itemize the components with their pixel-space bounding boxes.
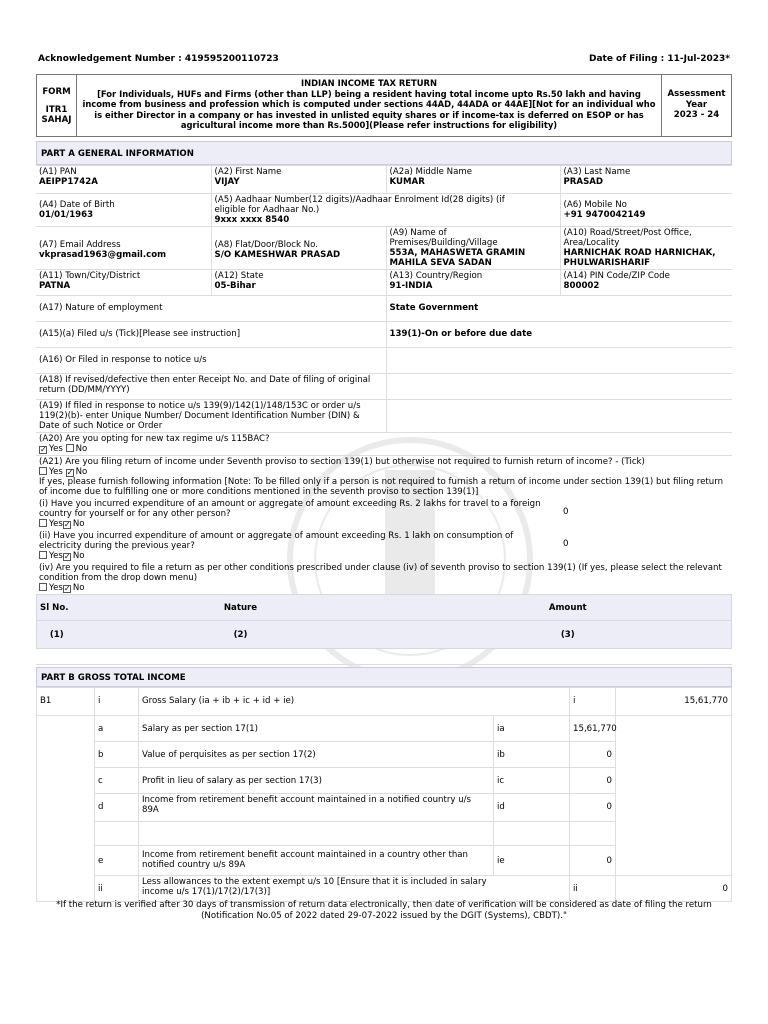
- premises-label: (A9) Name of Premises/Building/Village: [389, 228, 498, 248]
- row-c-idx: c: [95, 768, 139, 794]
- pan-label: (A1) PAN: [39, 167, 77, 177]
- form-title: INDIAN INCOME TAX RETURN: [300, 78, 438, 88]
- itr-form: [36, 74, 732, 902]
- employment-value: State Government: [386, 296, 732, 322]
- aadhaar-label: (A5) Aadhaar Number(12 digits)/Aadhaar Enrolment Id(28 digits) (if eligible for Aadhaar No.): [214, 195, 505, 215]
- q2-no-checkbox[interactable]: ✓: [63, 552, 71, 561]
- notified-89a-label: Income from retirement benefit account maintained in a notified country u/s 89A: [139, 794, 494, 822]
- revised-value: [386, 374, 732, 400]
- dob-value: 01/01/1963: [39, 210, 94, 220]
- other-89a-code: ie: [494, 846, 570, 876]
- country-label: (A13) Country/Region: [389, 271, 483, 281]
- q1-label: (i) Have you incurred expenditure of an amount or aggregate of amount exceeding Rs. 2 lakhs for travel to a foreign country for yourself or for any other person?: [39, 499, 541, 519]
- a20-yes-checkbox[interactable]: ✓: [40, 445, 47, 454]
- q2-yes-checkbox[interactable]: [39, 551, 47, 559]
- row-d-idx: d: [95, 794, 139, 822]
- premises-value: 553A, MAHASWETA GRAMIN MAHILA SEVA SADAN: [389, 248, 526, 268]
- gross-salary-label: Gross Salary (ia + ib + ic + id + ie): [139, 688, 570, 716]
- a21-yes-label: Yes: [49, 467, 63, 477]
- amount-header: Amount: [548, 603, 587, 613]
- last-name-label: (A3) Last Name: [563, 167, 631, 177]
- profit-lieu-value: 0: [570, 768, 616, 794]
- date-of-filing: Date of Filing : 11-Jul-2023*: [588, 54, 730, 64]
- a21-label: (A21) Are you filing return of income under Seventh proviso to section 139(1) but otherwise not required to furnish return of income? - (Tick): [39, 457, 645, 467]
- a20-block: [36, 433, 732, 456]
- notice-value: [386, 348, 732, 374]
- perquisites-value: 0: [570, 742, 616, 768]
- profit-lieu-label: Profit in lieu of salary as per section 17(3): [139, 768, 494, 794]
- q1-value: 0: [563, 507, 569, 517]
- part-a-title: PART A GENERAL INFORMATION: [36, 141, 732, 165]
- a21-block: [36, 456, 732, 498]
- allowances-label: Less allowances to the extent exempt u/s 10 [Ensure that it is included in salary income u/s 17(1)/17(2)/17(3)]: [139, 876, 570, 902]
- last-name-value: PRASAD: [563, 177, 604, 187]
- row-ii-idx: ii: [95, 876, 139, 902]
- a20-options: [39, 444, 729, 454]
- form-header: [36, 74, 732, 137]
- perquisites-code: ib: [494, 742, 570, 768]
- form-description: [For Individuals, HUFs and Firms (other than LLP) being a resident having total income upto Rs.50 lakh and having income from business and profession which is computed under sections 44AD, 44ADA or 44AE][Not for an individual who is either Director in a company or has invested in unlisted equity shares or if income-tax is deferred on ESOP or has agricultural income more than Rs.5000](Please refer instructions for eligibility): [82, 88, 656, 130]
- q4-yes-checkbox[interactable]: [39, 583, 47, 591]
- filed-us-value: 139(1)-On or before due date: [386, 322, 732, 348]
- gross-salary-code: i: [570, 688, 616, 716]
- road-value: HARNICHAK ROAD HARNICHAK, PHULWARISHARIF: [563, 248, 716, 268]
- road-label: (A10) Road/Street/Post Office, Area/Locality: [563, 228, 692, 248]
- assessment-year: 2023 - 24: [673, 110, 720, 120]
- salary-17-1-value: 15,61,770: [570, 716, 616, 742]
- row-a-idx: a: [95, 716, 139, 742]
- pin-value: 800002: [563, 281, 600, 291]
- col-1: (1): [49, 630, 64, 640]
- footer-note: *If the return is verified after 30 days of transmission of return data electronically, then date of verification will be considered as date of filing the return (Notification No.05 of 2022 dated 29-07-2022 issued by the DGIT (Systems), CBDT).": [56, 900, 712, 921]
- part-a-table: [36, 165, 732, 433]
- allowances-value: 0: [616, 876, 732, 902]
- notified-89a-code: id: [494, 794, 570, 822]
- salary-17-1-label: Salary as per section 17(1): [139, 716, 494, 742]
- other-89a-label: Income from retirement benefit account maintained in a country other than notified country u/s 89A: [139, 846, 494, 876]
- seventh-proviso-table: (i) Have you incurred expenditure of an amount or aggregate of amount exceeding Rs. 2 lakhs for travel to a foreign country for yourself or for any other person? Yes✓ No 0 (ii) Have you incurred expenditure of amount or aggregate of amount exceeding Rs. 1 lakh on consumption of electricity during the previous year? Yes✓ No 0 (iv) Are you required to file a return as per other conditions prescribed under clause (iv) of seventh proviso to section 139(1) (If yes, please select the relevant condition from the drop down menu) Yes✓ No: [36, 498, 732, 594]
- form-label: FORM: [42, 87, 71, 97]
- sl-no-header: Sl No.: [40, 603, 69, 613]
- revised-label: (A18) If revised/defective then enter Receipt No. and Date of filing of original return (DD/MM/YYYY): [36, 374, 386, 400]
- town-label: (A11) Town/City/District: [39, 271, 141, 281]
- a20-no-checkbox[interactable]: [66, 444, 74, 452]
- col-2: (2): [233, 630, 248, 640]
- nature-header: Nature: [223, 603, 258, 613]
- state-label: (A12) State: [214, 271, 264, 281]
- middle-name-label: (A2a) Middle Name: [389, 167, 473, 177]
- aadhaar-value: 9xxx xxxx 8540: [214, 215, 290, 225]
- a19-label: (A19) If filed in response to notice u/s 139(9)/142(1)/148/153C or order u/s 119(2)(b)- enter Unique Number/ Document Identification Number (DIN) & Date of such Notice or Order: [36, 400, 386, 433]
- perquisites-label: Value of perquisites as per section 17(2): [139, 742, 494, 768]
- profit-lieu-code: ic: [494, 768, 570, 794]
- town-value: PATNA: [39, 281, 71, 291]
- country-value: 91-INDIA: [389, 281, 433, 291]
- a21-no-checkbox[interactable]: ✓: [66, 468, 74, 477]
- other-89a-value: 0: [570, 846, 616, 876]
- pin-label: (A14) PIN Code/ZIP Code: [563, 271, 670, 281]
- a21-options: [39, 467, 729, 477]
- form-name: ITR1 SAHAJ: [41, 105, 72, 125]
- q2-value: 0: [563, 539, 569, 549]
- b1-i: i: [95, 688, 139, 716]
- state-value: 05-Bihar: [214, 281, 256, 291]
- dob-label: (A4) Date of Birth: [39, 200, 115, 210]
- pan-value: AEIPP1742A: [39, 177, 98, 187]
- flat-value: S/O KAMESHWAR PRASAD: [214, 250, 341, 260]
- q4-label: (iv) Are you required to file a return as per other conditions prescribed under clause (iv) of seventh proviso to section 139(1) (If yes, please select the relevant condition from the drop down menu): [39, 563, 722, 583]
- email-label: (A7) Email Address: [39, 240, 121, 250]
- a19-value: [386, 400, 732, 433]
- top-header: [38, 54, 730, 66]
- mobile-label: (A6) Mobile No: [563, 200, 627, 210]
- allowances-code: ii: [570, 876, 616, 902]
- assessment-year-label: Assessment Year: [667, 89, 726, 110]
- a21-yes-checkbox[interactable]: [39, 467, 47, 475]
- mobile-value: +91 9470042149: [563, 210, 646, 220]
- acknowledgement-number: Acknowledgement Number : 419595200110723: [38, 54, 279, 64]
- flat-label: (A8) Flat/Door/Block No.: [214, 240, 318, 250]
- part-b-table: [36, 687, 732, 902]
- a20-label: (A20) Are you opting for new tax regime u/s 115BAC?: [39, 434, 270, 444]
- first-name-label: (A2) First Name: [214, 167, 282, 177]
- a21-no-label: No: [75, 467, 88, 477]
- middle-name-value: KUMAR: [389, 177, 425, 187]
- first-name-value: VIJAY: [214, 177, 240, 187]
- q2-label: (ii) Have you incurred expenditure of amount or aggregate of amount exceeding Rs. 1 lakh on consumption of electricity during the previous year?: [39, 531, 514, 551]
- row-e-idx: e: [95, 846, 139, 876]
- q4-no-checkbox[interactable]: ✓: [63, 584, 71, 593]
- email-value: vkprasad1963@gmail.com: [39, 250, 167, 260]
- notified-89a-value: 0: [570, 794, 616, 822]
- a21-info: If yes, please furnish following information [Note: To be filled only if a person is not required to furnish a return of income under section 139(1) but filing return of income due to fulfilling one or more conditions mentioned in the seventh proviso to section 139(1)]: [39, 477, 724, 497]
- q1-no-checkbox[interactable]: ✓: [63, 520, 71, 529]
- a20-yes-label: Yes: [49, 444, 63, 454]
- salary-17-1-code: ia: [494, 716, 570, 742]
- b1-label: B1: [37, 688, 95, 716]
- nature-amount-table: [36, 594, 732, 649]
- a20-no-label: No: [75, 444, 88, 454]
- filed-us-label: (A15)(a) Filed u/s (Tick)[Please see instruction]: [36, 322, 386, 348]
- col-3: (3): [560, 630, 575, 640]
- gross-salary-value: 15,61,770: [616, 688, 732, 716]
- q1-yes-checkbox[interactable]: [39, 519, 47, 527]
- part-b-title: PART B GROSS TOTAL INCOME: [36, 667, 732, 687]
- notice-label: (A16) Or Filed in response to notice u/s: [36, 348, 386, 374]
- employment-label: (A17) Nature of employment: [36, 296, 386, 322]
- row-b-idx: b: [95, 742, 139, 768]
